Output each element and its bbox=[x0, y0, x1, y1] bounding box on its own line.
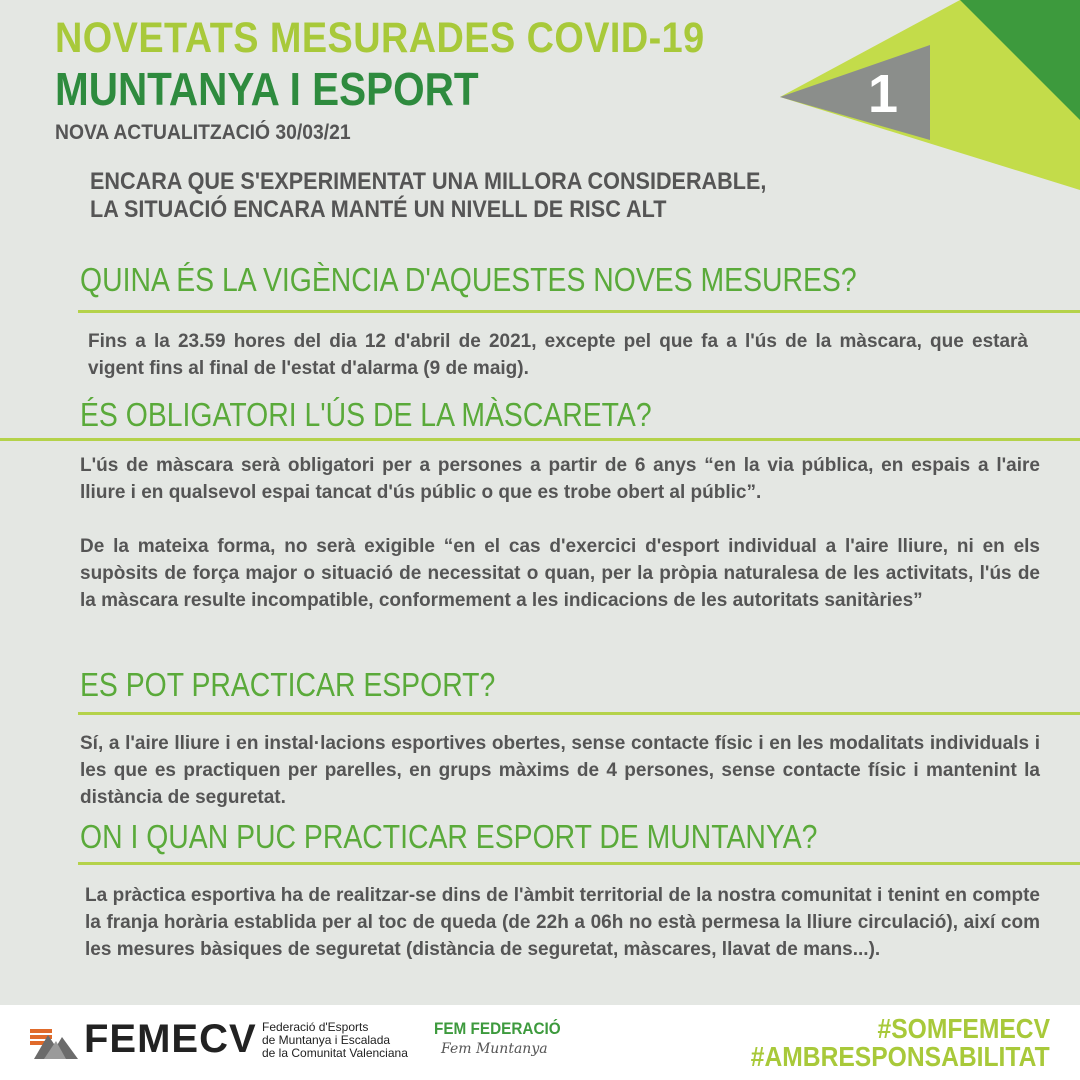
section-divider bbox=[78, 310, 1080, 313]
section-divider bbox=[78, 862, 1080, 865]
section-heading-mask: ÉS OBLIGATORI L'ÚS DE LA MÀSCARETA? bbox=[80, 396, 652, 433]
intro-line-1: ENCARA QUE S'EXPERIMENTAT UNA MILLORA CONSIDERABLE, bbox=[90, 168, 767, 195]
mountain-logo-icon bbox=[30, 1025, 78, 1059]
section-heading-mountain: ON I QUAN PUC PRACTICAR ESPORT DE MUNTANYA? bbox=[80, 818, 818, 855]
section-paragraph: Sí, a l'aire lliure i en instal·lacions esportives obertes, sense contacte físic i en les modalitats individuals i les que es practiquen per parelles, en grups màxims de 4 persones, sense contacte físic i mantenint la distància de seguretat. bbox=[80, 733, 1040, 808]
title-line-2: MUNTANYA I ESPORT bbox=[55, 63, 479, 115]
section-heading-validity: QUINA ÉS LA VIGÈNCIA D'AQUESTES NOVES MESURES? bbox=[80, 261, 857, 298]
section-divider bbox=[0, 438, 1080, 441]
section-paragraph: La pràctica esportiva ha de realitzar-se dins de l'àmbit territorial de la nostra comunitat i tenint en compte la franja horària establida per al toc de queda (de 22h a 06h no està permesa la lliure circulació), així com les mesures bàsiques de seguretat (distància de seguretat, màscares, llavat de mans...). bbox=[85, 885, 1040, 960]
femecv-logo: FEMECV bbox=[84, 1017, 257, 1061]
footer bbox=[0, 1005, 1080, 1080]
intro-text bbox=[90, 168, 766, 224]
title-line-1: NOVETATS MESURADES COVID-19 bbox=[55, 14, 705, 62]
federation-name bbox=[262, 1021, 408, 1060]
section-divider bbox=[78, 712, 1080, 715]
hashtag-somfemecv: #SOMFEMECV bbox=[877, 1013, 1050, 1044]
federation-name-line-1: Federació d'Esports bbox=[262, 1020, 369, 1034]
intro-line-2: LA SITUACIÓ ENCARA MANTÉ UN NIVELL DE RISC ALT bbox=[90, 196, 667, 223]
hashtag-ambresponsabilitat: #AMBRESPONSABILITAT bbox=[751, 1041, 1050, 1072]
page-number: 1 bbox=[868, 64, 899, 124]
corner-decoration bbox=[780, 0, 1080, 190]
section-heading-sport: ES POT PRACTICAR ESPORT? bbox=[80, 666, 496, 703]
fem-muntanya-label: Fem Muntanya bbox=[441, 1041, 548, 1057]
section-paragraph: De la mateixa forma, no serà exigible “en el cas d'exercici d'esport individual a l'aire lliure, ni en els supòsits de força major o situació de necessitat o quan, per la pròpia naturalesa de les activitats, l'ús de la màscara resulte incompatible, conformement a les indicacions de les autoritats sanitàries” bbox=[80, 536, 1040, 611]
federation-name-line-2: de Muntanya i Escalada bbox=[262, 1033, 391, 1047]
fem-federacio-label: FEM FEDERACIÓ bbox=[434, 1019, 561, 1038]
section-paragraph: L'ús de màscara serà obligatori per a persones a partir de 6 anys “en la via pública, en espais a l'aire lliure i en qualsevol espai tancat d'ús públic o que es trobe obert al públic”. bbox=[80, 455, 1040, 503]
federation-name-line-3: de la Comunitat Valenciana bbox=[262, 1046, 408, 1060]
section-paragraph: Fins a la 23.59 hores del dia 12 d'abril de 2021, excepte pel que fa a l'ús de la màscara, que estarà vigent fins al final de l'estat d'alarma (9 de maig). bbox=[88, 331, 1028, 379]
update-date: NOVA ACTUALITZACIÓ 30/03/21 bbox=[55, 121, 351, 144]
